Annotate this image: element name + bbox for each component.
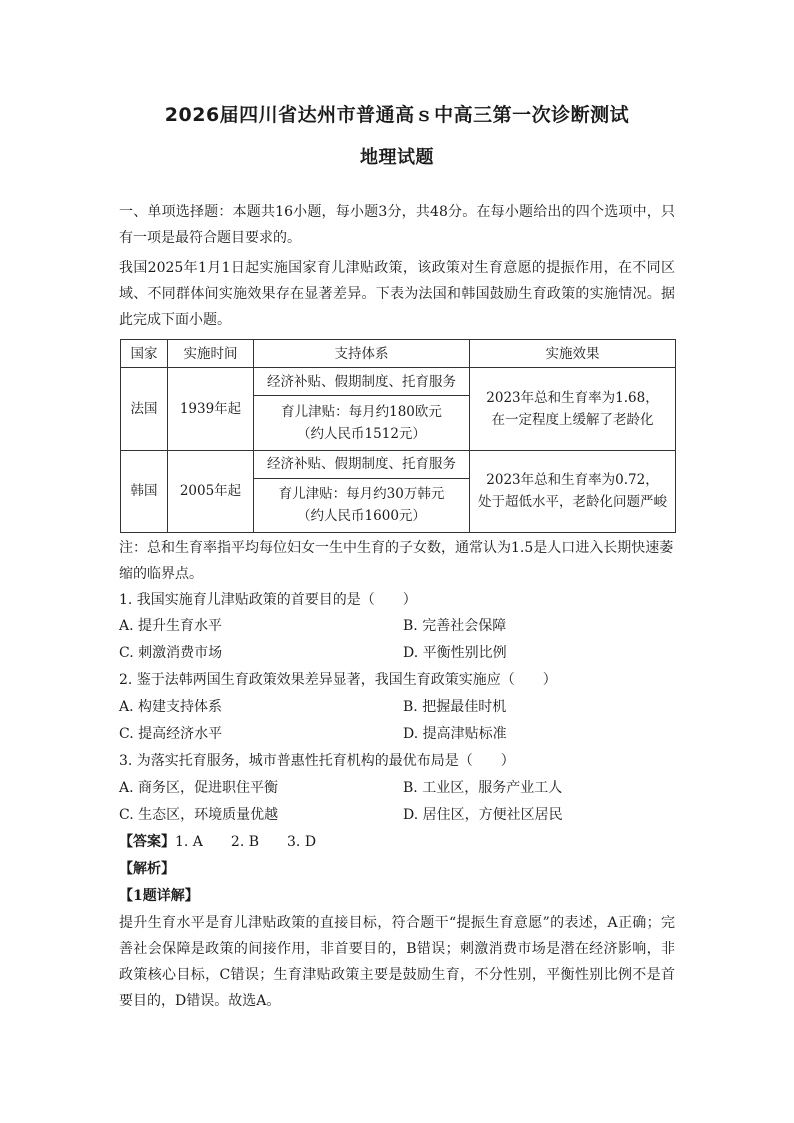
effect-line: 处于超低水平，老龄化问题严峻 bbox=[478, 494, 667, 511]
answer-line bbox=[119, 829, 675, 855]
question-stem: 3. 为落实托育服务，城市普惠性托育机构的最优布局是（ ） bbox=[119, 753, 515, 769]
effect-cell bbox=[470, 368, 676, 451]
table-header-row bbox=[121, 340, 676, 368]
effect-line: 在一定程度上缓解了老龄化 bbox=[491, 411, 654, 428]
passage-text: 我国2025年1月1日起实施国家育儿津贴政策，该政策对生育意愿的提振作用，在不同区域、不同群体间实施效果存在显著差异。下表为法国和韩国鼓励生育政策的实施情况。据此完成下面小题。 bbox=[119, 260, 675, 328]
table-header-cell: 实施效果 bbox=[470, 340, 676, 368]
option-a: A. 提升生育水平 bbox=[119, 618, 223, 634]
support-cell bbox=[254, 478, 470, 533]
question-stem: 1. 我国实施育儿津贴政策的首要目的是（ ） bbox=[119, 592, 417, 608]
allowance-line: （约人民币1512元） bbox=[297, 425, 426, 442]
section-instruction: 一、单项选择题：本题共16小题，每小题3分，共48分。在每小题给出的四个选项中，只有一项是最符合题目要求的。 bbox=[119, 204, 675, 246]
detail-text: 提升生育水平是育儿津贴政策的直接目标，符合题干“提振生育意愿”的表述，A正确；完善社会保障是政策的间接作用，非首要目的，B错误；刺激消费市场是潜在经济影响，非政策核心目标，C错误；生育津贴政策主要是鼓励生育，不分性别，平衡性别比例不是首要目的，D错误。故选A。 bbox=[119, 915, 675, 1009]
option-b: B. 工业区，服务产业工人 bbox=[403, 780, 563, 796]
option-c: C. 提高经济水平 bbox=[119, 726, 223, 742]
option-a: A. 构建支持体系 bbox=[119, 699, 223, 715]
allowance-line: 育儿津贴：每月约180欧元 bbox=[281, 403, 442, 420]
time-cell: 2005年起 bbox=[168, 450, 254, 533]
option-c: C. 生态区，环境质量优越 bbox=[119, 807, 279, 823]
policy-table bbox=[120, 339, 676, 533]
table-row bbox=[121, 450, 676, 478]
table-header-cell: 实施时间 bbox=[168, 340, 254, 368]
allowance-line: 育儿津贴：每月约30万韩元 bbox=[278, 486, 445, 503]
detail-label: 【1题详解】 bbox=[119, 888, 199, 904]
analysis-label: 【解析】 bbox=[119, 861, 175, 877]
option-d: D. 居住区，方便社区居民 bbox=[403, 807, 563, 823]
answer-label: 【答案】 bbox=[119, 834, 175, 850]
option-b: B. 完善社会保障 bbox=[403, 618, 507, 634]
country-cell: 法国 bbox=[121, 368, 168, 451]
option-c: C. 刺激消费市场 bbox=[119, 645, 223, 661]
option-b: B. 把握最佳时机 bbox=[403, 699, 507, 715]
effect-cell bbox=[470, 450, 676, 533]
allowance-line: （约人民币1600元） bbox=[297, 508, 426, 525]
question-stem: 2. 鉴于法韩两国生育政策效果差异显著，我国生育政策实施应（ ） bbox=[119, 672, 557, 688]
table-row bbox=[121, 368, 676, 396]
table-note: 注：总和生育率指平均每位妇女一生中生育的子女数，通常认为1.5是人口进入长期快速萎缩的临界点。 bbox=[119, 540, 674, 582]
effect-line: 2023年总和生育率为1.68， bbox=[486, 389, 659, 406]
country-cell: 韩国 bbox=[121, 450, 168, 533]
support-cell: 经济补贴、假期制度、托育服务 bbox=[254, 368, 470, 396]
time-cell: 1939年起 bbox=[168, 368, 254, 451]
answer-text: 1. A 2. B 3. D bbox=[175, 834, 317, 850]
table-header-cell: 国家 bbox=[121, 340, 168, 368]
table-header-cell: 支持体系 bbox=[254, 340, 470, 368]
exam-subtitle: 地理试题 bbox=[360, 147, 434, 168]
support-cell bbox=[254, 396, 470, 451]
option-a: A. 商务区，促进职住平衡 bbox=[119, 780, 279, 796]
option-d: D. 平衡性别比例 bbox=[403, 645, 507, 661]
exam-title: 2026届四川省达州市普通高ｓ中高三第一次诊断测试 bbox=[164, 104, 630, 126]
support-cell: 经济补贴、假期制度、托育服务 bbox=[254, 450, 470, 478]
effect-line: 2023年总和生育率为0.72， bbox=[486, 472, 659, 489]
option-d: D. 提高津贴标准 bbox=[403, 726, 507, 742]
